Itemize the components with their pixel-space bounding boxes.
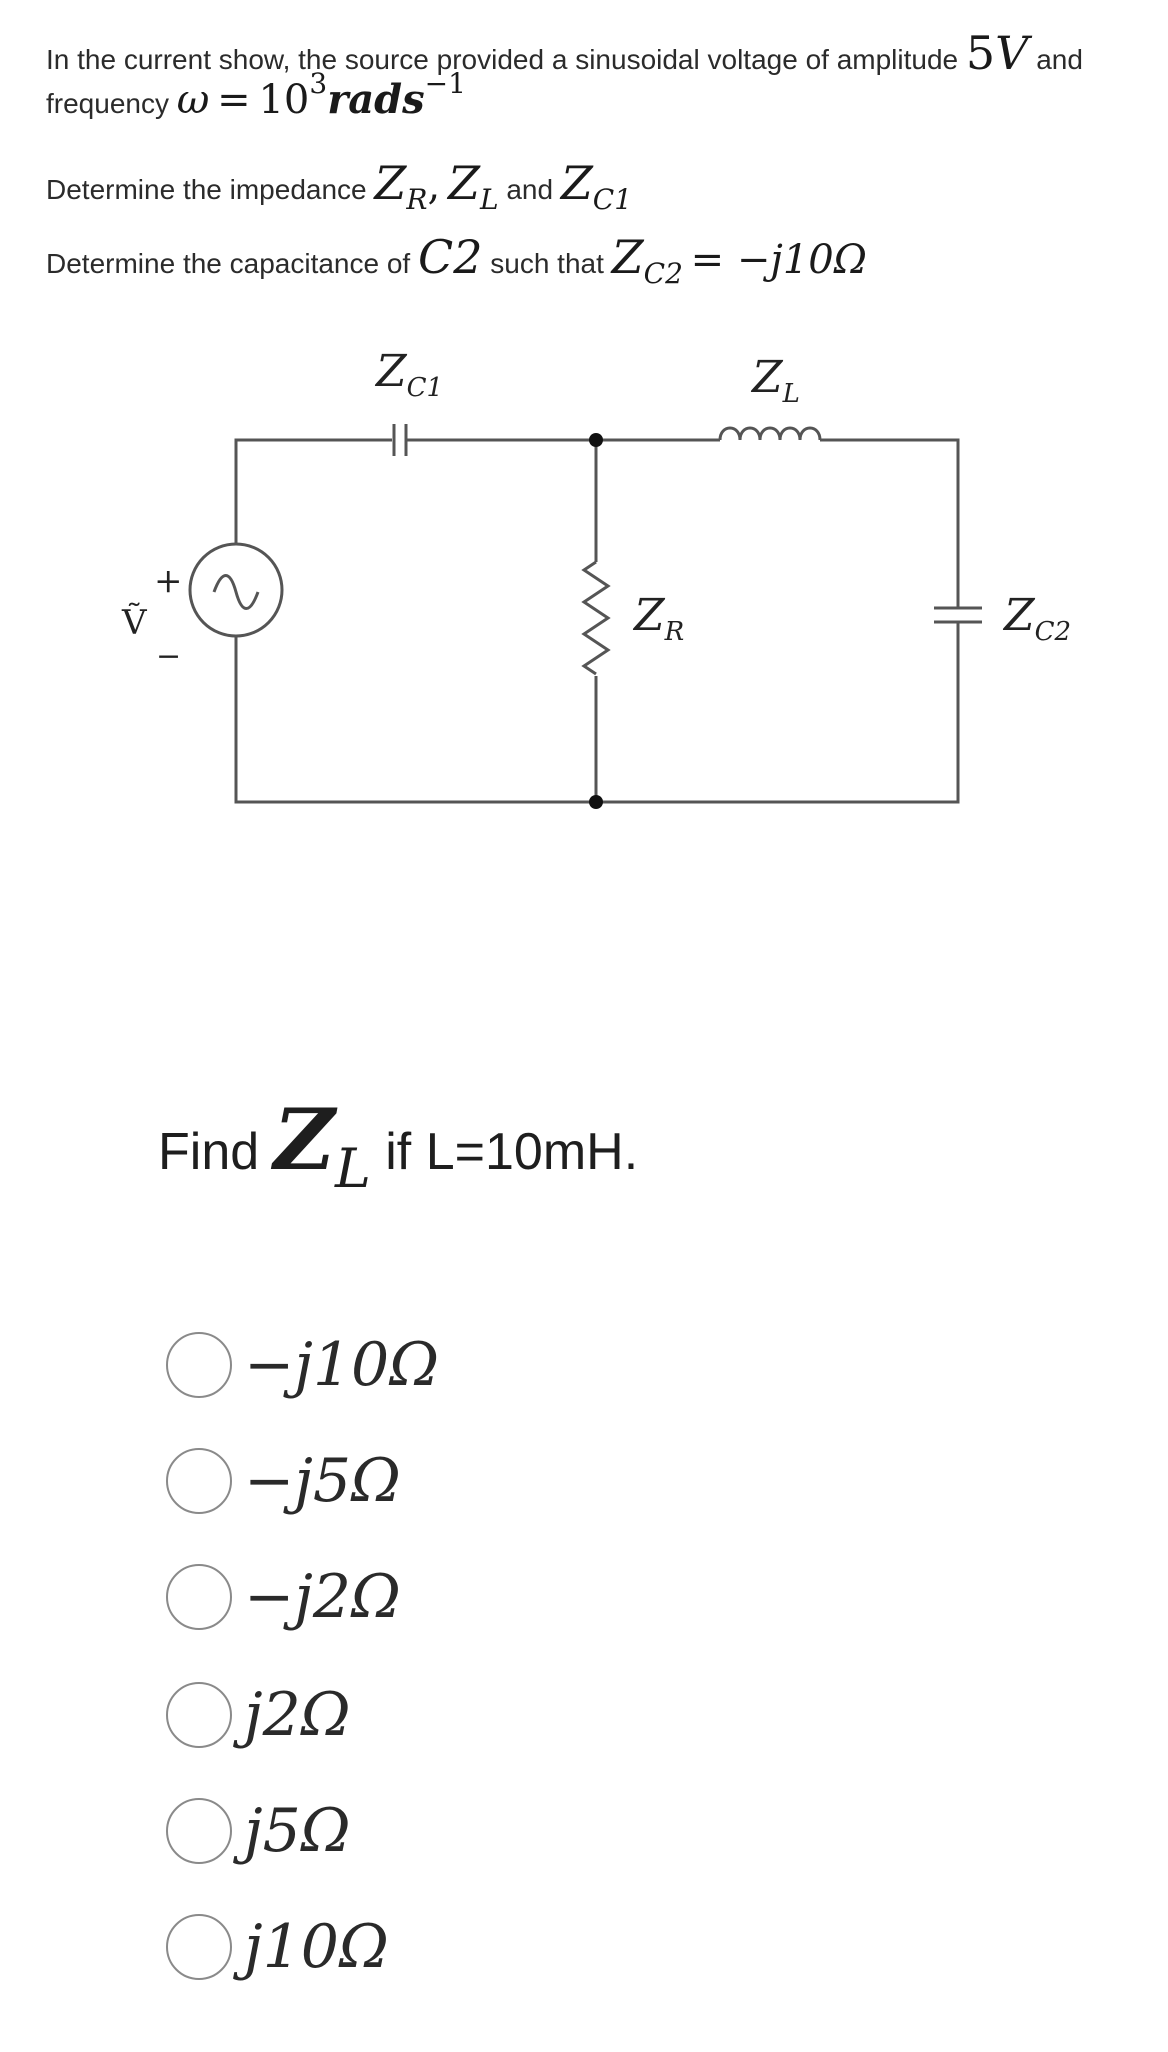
problem-line-3 (46, 156, 633, 216)
option-1[interactable] (166, 1330, 439, 1400)
freq-unit-exponent: −1 (424, 67, 466, 100)
wire-top-left (236, 440, 392, 544)
amplitude-unit: V (995, 26, 1029, 80)
zl-sub: L (479, 183, 499, 216)
label-zr-sub: R (664, 617, 685, 647)
label-zc1 (374, 346, 443, 403)
option-1-label: −j10Ω (244, 1330, 439, 1400)
source-voltage-label: Ṽ (122, 603, 147, 643)
question-find: Find (158, 1123, 260, 1181)
option-5[interactable] (166, 1796, 351, 1866)
option-3[interactable] (166, 1562, 401, 1632)
problem-text-determine-impedance: Determine the impedance (46, 174, 367, 205)
label-zc1-sub: C1 (406, 373, 444, 403)
zc2-sub: C2 (643, 257, 683, 290)
option-2-label: −j5Ω (244, 1446, 401, 1516)
option-2[interactable] (166, 1446, 401, 1516)
zr-sub: R (406, 183, 428, 216)
wire-bottom-right (596, 622, 958, 802)
omega-symbol: ω (176, 77, 210, 123)
source-plus: + (154, 561, 183, 601)
option-3-label: −j2Ω (244, 1562, 401, 1632)
label-zr (632, 590, 684, 647)
label-zc1-main: Z (376, 346, 407, 397)
label-zl (750, 352, 800, 409)
option-6[interactable] (166, 1912, 389, 1982)
option-6-radio[interactable] (166, 1914, 232, 1980)
resistor-zr (584, 562, 608, 674)
option-4[interactable] (166, 1680, 351, 1750)
label-zc2 (1002, 590, 1071, 647)
option-2-radio[interactable] (166, 1448, 232, 1514)
zc2-value: = −j10Ω (690, 237, 867, 283)
problem-text-and-2: and (506, 174, 554, 205)
option-1-radio[interactable] (166, 1332, 232, 1398)
label-zc2-sub: C2 (1034, 617, 1072, 647)
freq-exponent: 3 (309, 67, 328, 100)
option-4-label: j2Ω (244, 1680, 351, 1750)
option-5-label: j5Ω (244, 1796, 351, 1866)
problem-text-such-that: such that (490, 248, 604, 279)
zl-main: Z (447, 156, 480, 210)
option-3-radio[interactable] (166, 1564, 232, 1630)
problem-line-2 (46, 67, 466, 123)
zc2-main: Z (611, 230, 644, 284)
question-condition: if L=10mH. (385, 1123, 639, 1181)
amplitude-value: 5 (965, 26, 996, 80)
wire-bottom-left (236, 636, 596, 802)
sine-icon (214, 576, 258, 609)
option-6-label: j10Ω (244, 1912, 389, 1982)
label-zl-sub: L (782, 379, 800, 409)
label-zl-main: Z (752, 352, 783, 403)
zc1-sub: C1 (592, 183, 633, 216)
label-zr-main: Z (634, 590, 665, 641)
problem-text-determine-capacitance: Determine the capacitance of (46, 248, 411, 279)
inductor-zl (720, 428, 820, 440)
junction-top (589, 433, 603, 447)
question-heading (158, 1090, 639, 1200)
option-5-radio[interactable] (166, 1798, 232, 1864)
source-minus: − (156, 639, 182, 674)
zr-main: Z (374, 156, 407, 210)
option-4-radio[interactable] (166, 1682, 232, 1748)
freq-base: 10 (258, 77, 310, 123)
problem-text-frequency: frequency (46, 88, 169, 119)
zc1-main: Z (560, 156, 593, 210)
c2-label: C2 (418, 230, 483, 284)
problem-text-amplitude: In the current show, the source provided a sinusoidal voltage of amplitude (46, 44, 959, 75)
label-zc2-main: Z (1004, 590, 1035, 641)
wire-top-right (820, 440, 958, 608)
junction-bottom (589, 795, 603, 809)
problem-line-1 (46, 26, 1083, 80)
problem-line-4 (46, 230, 867, 290)
problem-text-and: and (1036, 44, 1083, 75)
comma-sep: , (427, 163, 441, 209)
question-z-sub: L (334, 1137, 371, 1200)
equals-sign: = (217, 77, 251, 123)
freq-unit: rads (327, 76, 425, 123)
question-z-main: Z (273, 1090, 335, 1189)
circuit-diagram (0, 330, 1168, 850)
